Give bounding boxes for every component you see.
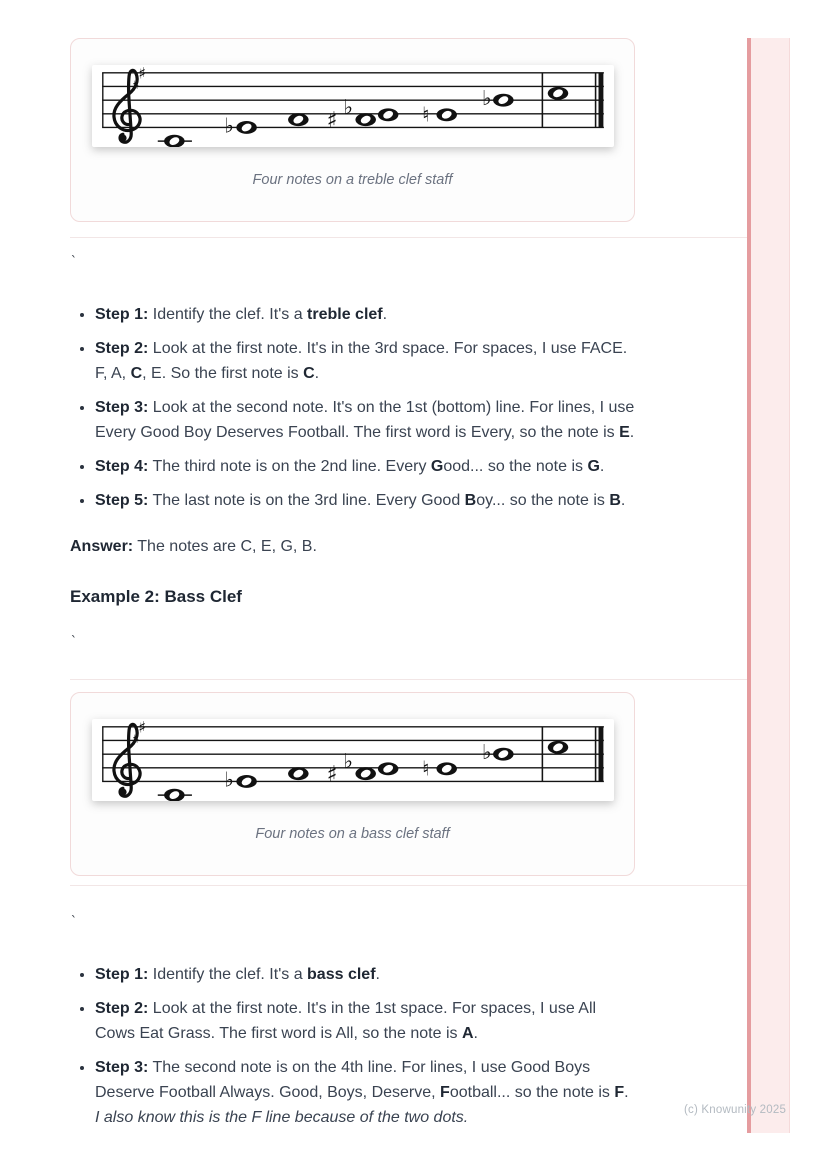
- step-list-item: [95, 488, 635, 513]
- treble-steps-list: [70, 302, 635, 513]
- step-text: .: [375, 966, 380, 983]
- step-bold-text: Step 5:: [95, 492, 149, 509]
- step-list-item: [95, 395, 635, 445]
- step-text: .: [473, 1025, 478, 1042]
- step-text: Identify the clef. It's a: [148, 966, 308, 983]
- step-bold-text: F: [614, 1084, 625, 1101]
- bass-staff-svg: [92, 719, 614, 801]
- divider: [70, 237, 775, 238]
- step-text: .: [620, 492, 626, 509]
- step-text: Look at the first note. It's in the 1st space. For spaces, I use All Cows Eat Grass. The first word is All, so the note is: [95, 1000, 597, 1042]
- answer-line: [70, 534, 635, 559]
- step-text: The last note is on the 3rd line. Every Good: [148, 492, 465, 509]
- step-bold-text: G: [587, 458, 600, 475]
- step-bold-text: Step 1:: [95, 306, 149, 323]
- step-text: Look at the first note. It's in the 3rd space. For spaces, I use FACE. F, A,: [95, 340, 628, 382]
- step-list-item: [95, 996, 635, 1046]
- step-text: .: [599, 458, 605, 475]
- step-text: .: [629, 424, 635, 441]
- step-text: The second note is on the 4th line. For lines, I use Good Boys Deserve Football Always. Good, Boys, Deserve,: [95, 1059, 591, 1101]
- step-text: The third note is on the 2nd line. Every: [148, 458, 431, 475]
- step-bold-text: Step 1:: [95, 966, 149, 983]
- step-text: Look at the second note. It's on the 1st (bottom) line. For lines, I use Every Good Boy Deserves Football. The first word is Every, so the note is: [95, 399, 635, 441]
- step-text: Identify the clef. It's a: [148, 306, 308, 323]
- step-bold-text: Step 4:: [95, 458, 149, 475]
- step-bold-text: Step 3:: [95, 399, 149, 416]
- step-bold-text: G: [430, 458, 444, 475]
- step-bold-text: B: [464, 492, 477, 509]
- step-bold-text: E: [619, 424, 630, 441]
- step-bold-text: F: [440, 1084, 450, 1101]
- step-bold-text: Step 2:: [95, 1000, 149, 1017]
- answer-text: The notes are C, E, G, B.: [133, 538, 317, 555]
- step-italic-text: I also know this is the F line because of the two dots.: [95, 1109, 469, 1126]
- step-list-item: [95, 454, 635, 479]
- step-list-item: [95, 1055, 635, 1130]
- step-bold-text: C: [303, 365, 315, 382]
- divider: [70, 679, 775, 680]
- inline-code-tick: `: [70, 255, 78, 270]
- step-list-item: [95, 962, 635, 987]
- figure-card-bass: [70, 692, 635, 876]
- step-bold-text: C: [130, 365, 143, 382]
- page-margin-highlight-strip: [747, 38, 790, 1133]
- step-text: , E. So the first note is: [142, 365, 304, 382]
- figure-card-treble: [70, 38, 635, 222]
- step-text: ootball... so the note is: [449, 1084, 615, 1101]
- step-list-item: [95, 302, 635, 327]
- staff-notation-image: [92, 65, 614, 147]
- watermark: (c) Knowunity 2025: [684, 1104, 787, 1116]
- document-page: [70, 0, 635, 1139]
- inline-code-tick: `: [70, 915, 78, 930]
- step-text: .: [624, 1084, 629, 1101]
- inline-code-tick: `: [70, 635, 78, 650]
- step-list-item: [95, 336, 635, 386]
- step-bold-text: A: [461, 1025, 474, 1042]
- answer-label: Answer:: [70, 538, 134, 555]
- step-text: oy... so the note is: [476, 492, 610, 509]
- staff-notation-image: [92, 719, 614, 801]
- step-bold-text: treble clef: [307, 306, 383, 323]
- step-bold-text: Step 2:: [95, 340, 149, 357]
- step-bold-text: B: [609, 492, 621, 509]
- bass-steps-list: [70, 962, 635, 1130]
- example2-heading: Example 2: Bass Clef: [70, 587, 242, 606]
- divider: [70, 885, 775, 886]
- step-text: .: [314, 365, 320, 382]
- figure-caption: Four notes on a treble clef staff: [252, 172, 453, 188]
- step-text: ood... so the note is: [443, 458, 588, 475]
- step-bold-text: Step 3:: [95, 1059, 149, 1076]
- figure-caption: Four notes on a bass clef staff: [255, 826, 450, 842]
- step-bold-text: bass clef: [307, 966, 376, 983]
- treble-staff-svg: [92, 65, 614, 147]
- step-text: .: [382, 306, 388, 323]
